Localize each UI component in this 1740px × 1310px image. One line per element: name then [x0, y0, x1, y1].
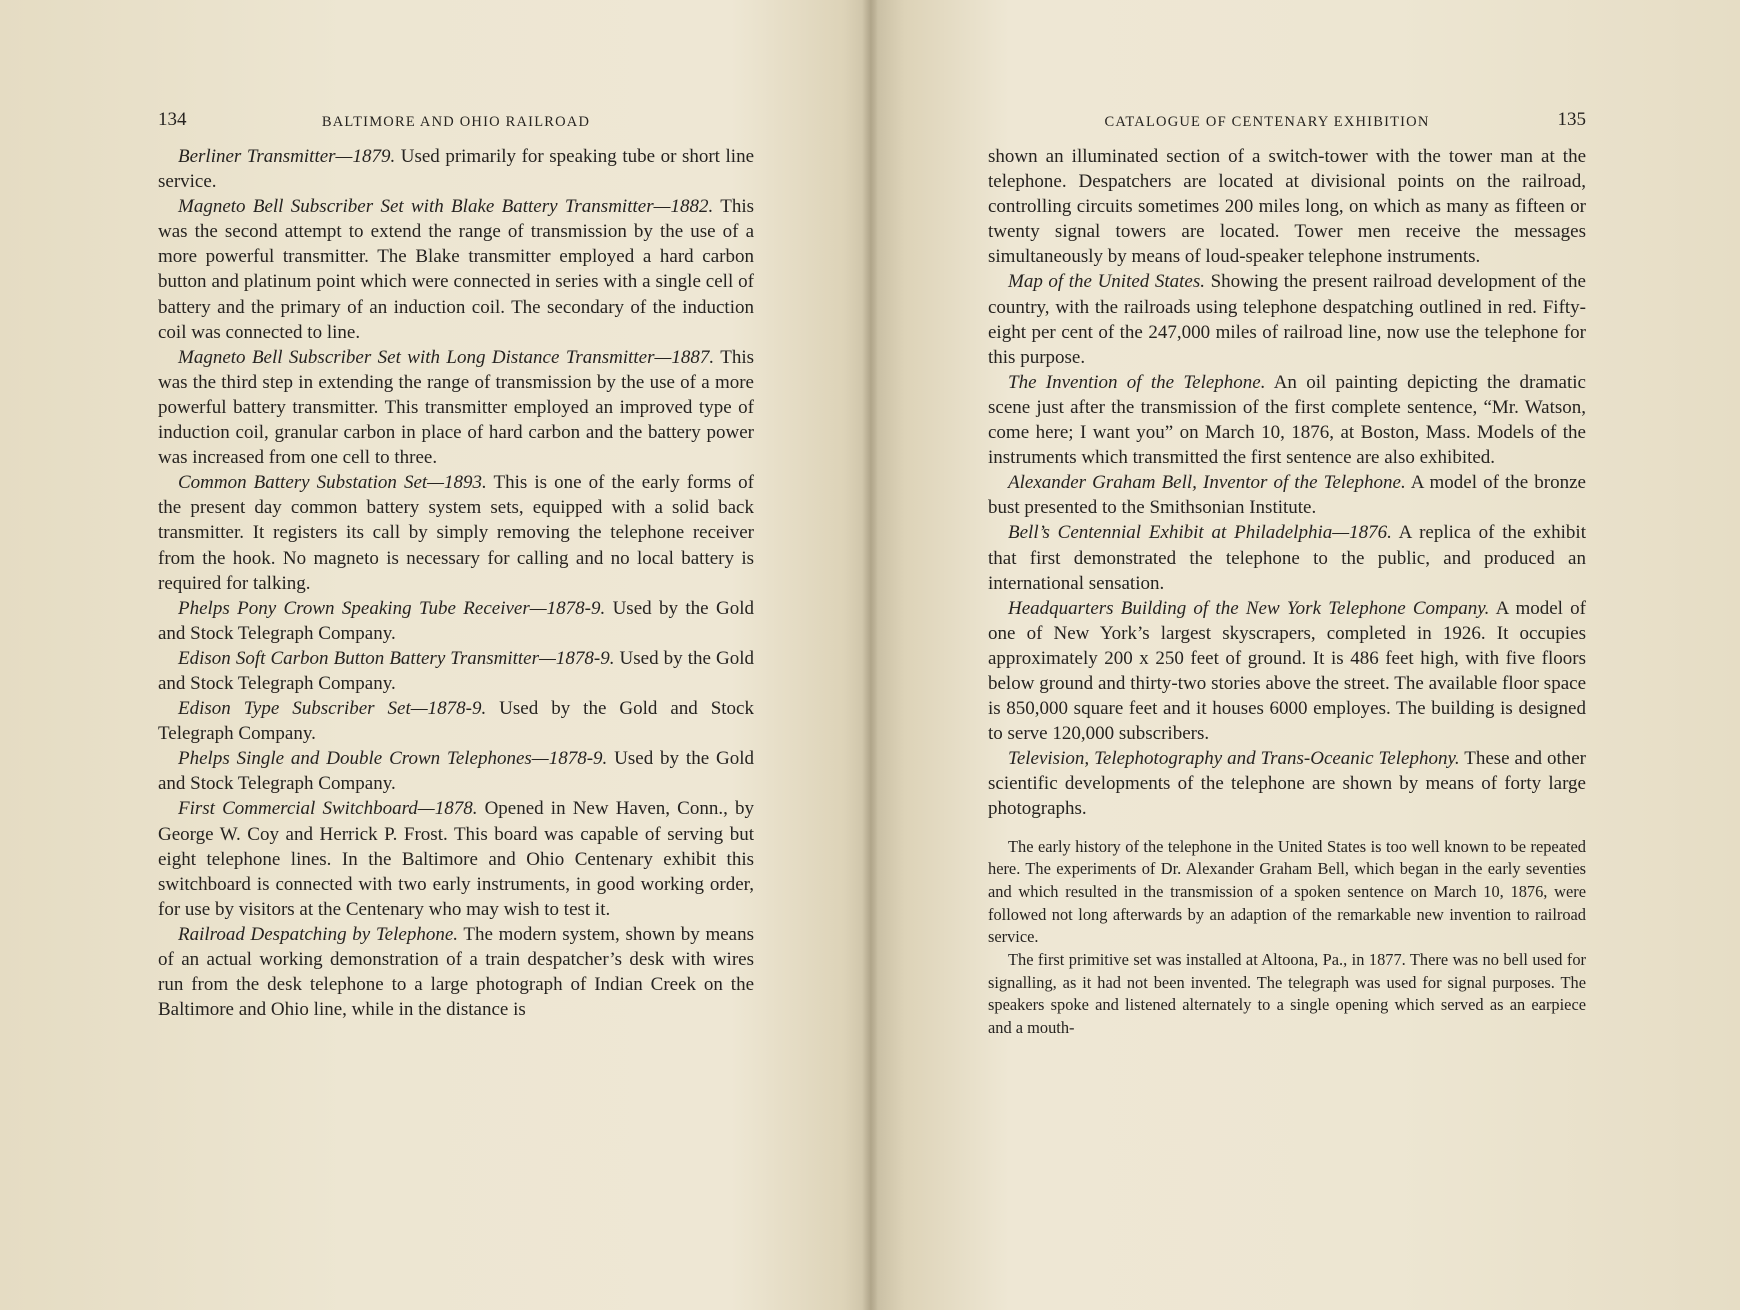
entry-text: Opened in New Haven, Conn., by George W. Coy and Herrick P. Frost. This board was capable of serving but eight telephone lines. In the Baltimore and Ohio Centenary exhibit this switchboard is connected with two early instruments, in good working order, for use by visitors at the Centenary who may wish to test it. — [158, 798, 754, 920]
entry-title: Edison Type Subscriber Set—1878-9. — [178, 698, 487, 720]
paragraph — [158, 596, 754, 646]
entry-text: Used by the Gold and Stock Telegraph Company. — [158, 748, 755, 795]
left-page-number: 134 — [158, 109, 187, 130]
entry-text: A replica of the exhibit that first demonstrated the telephone to the public, and produced an international sensation. — [988, 522, 1586, 594]
entry-text: These and other scientific developments of the telephone are shown by means of forty large photographs. — [988, 748, 1586, 820]
paragraph — [988, 746, 1586, 821]
entry-title: Railroad Despatching by Telephone. — [178, 923, 459, 945]
entry-title: The Invention of the Telephone. — [1008, 371, 1266, 393]
entry-title: Bell’s Centennial Exhibit at Philadelphia—1876. — [1008, 522, 1392, 544]
right-page-number: 135 — [1557, 109, 1586, 130]
paragraph — [158, 746, 754, 796]
entry-text: A model of one of New York’s largest skyscrapers, completed in 1926. It occupies approximately 200 x 250 feet of ground. It is 486 feet high, with five floors below ground and thirty-two stories above the street. The available floor space is 850,000 square feet and it houses 6000 employes. The building is designed to serve 120,000 subscribers. — [988, 597, 1586, 745]
book-gutter — [862, 0, 878, 1310]
left-running-head — [158, 109, 754, 144]
paragraph — [988, 269, 1586, 369]
entry-text: Used primarily for speaking tube or short line service. — [158, 146, 754, 193]
left-page — [158, 109, 755, 1022]
small-paragraph: The early history of the telephone in the United States is too well known to be repeated here. The experiments of Dr. Alexander Graham Bell, which began in the early seventies and which resulted in the transmission of a spoken sentence on March 10, 1876, were followed not long afterwards by an adaption of the remarkable new invention to railroad service. — [988, 836, 1586, 947]
right-running-title: CATALOGUE OF CENTENARY EXHIBITION — [1104, 114, 1430, 130]
entry-title: Magneto Bell Subscriber Set with Blake Battery Transmitter—1882. — [178, 196, 714, 218]
entry-title: Map of the United States. — [1008, 271, 1205, 293]
history-section — [988, 836, 1586, 1040]
left-running-title: BALTIMORE AND OHIO RAILROAD — [321, 114, 591, 130]
entry-text: This was the third step in extending the range of transmission by the use of a more powerful battery transmitter. This transmitter employed an improved type of induction coil, granular carbon in place of hard carbon and the battery power was increased from one cell to three. — [158, 346, 754, 469]
paragraph — [158, 194, 754, 345]
entry-title: Berliner Transmitter—1879. — [178, 146, 396, 167]
paragraph — [158, 796, 754, 921]
entry-title: Magneto Bell Subscriber Set with Long Distance Transmitter—1887. — [178, 346, 715, 368]
entry-text: This was the second attempt to extend the range of transmission by the use of a more powerful transmitter. The Blake transmitter employed a hard carbon button and platinum point which were connected in series with a single cell of battery and the primary of an induction coil. The secondary of the induction coil was connected to line. — [158, 196, 754, 343]
paragraph — [988, 520, 1586, 595]
paragraph — [158, 922, 754, 1022]
entry-title: Edison Soft Carbon Button Battery Transmitter—1878-9. — [178, 647, 615, 669]
entry-title: Phelps Pony Crown Speaking Tube Receiver—1878-9. — [178, 597, 606, 619]
small-paragraph: The first primitive set was installed at Altoona, Pa., in 1877. There was no bell used for signalling, as it had not been invented. The telegraph was used for signal purposes. The speakers spoke and listened alternately to a single opening which served as an earpiece and a mouth- — [988, 950, 1586, 1038]
paragraph — [158, 470, 754, 595]
entry-title: First Commercial Switchboard—1878. — [178, 798, 478, 820]
right-running-head — [988, 109, 1586, 144]
entry-text: An oil painting depicting the dramatic scene just after the transmission of the first complete sentence, “Mr. Watson, come here; I want you” on March 10, 1876, at Boston, Mass. Models of the instruments which transmitted the first sentence are also exhibited. — [988, 371, 1586, 469]
entry-text: Used by the Gold and Stock Telegraph Company. — [158, 698, 754, 745]
entry-text: This is one of the early forms of the present day common battery system sets, equipped with a solid back transmitter. It registers its call by simply removing the telephone receiver from the hook. No magneto is necessary for calling and no local battery is required for talking. — [158, 472, 754, 594]
entry-text: Showing the present railroad development of the country, with the railroads using telephone despatching outlined in red. Fifty-eight per cent of the 247,000 miles of railroad line, now use the telephone for this purpose. — [988, 271, 1586, 368]
paragraph — [988, 470, 1586, 520]
entry-text: Used by the Gold and Stock Telegraph Company. — [158, 647, 755, 694]
paragraph — [158, 144, 754, 194]
paragraph — [988, 370, 1586, 470]
entry-text: Used by the Gold and Stock Telegraph Company. — [158, 597, 754, 644]
left-body — [158, 144, 754, 1022]
entry-title: Television, Telephotography and Trans-Oceanic Telephony. — [1008, 748, 1460, 770]
paragraph — [988, 596, 1586, 747]
right-body — [988, 144, 1586, 822]
entry-title: Alexander Graham Bell, Inventor of the Telephone. — [1008, 472, 1406, 494]
entry-text: A model of the bronze bust presented to the Smithsonian Institute. — [988, 472, 1586, 519]
entry-title: Phelps Single and Double Crown Telephones—1878-9. — [178, 748, 608, 770]
right-page — [988, 109, 1586, 1040]
paragraph — [158, 646, 754, 696]
entry-title: Common Battery Substation Set—1893. — [178, 472, 487, 494]
entry-text: The modern system, shown by means of an actual working demonstration of a train despatcher’s desk with wires run from the desk telephone to a large photograph of Indian Creek on the Baltimore and Ohio line, while in the distance is — [158, 923, 754, 1021]
paragraph — [158, 345, 754, 470]
continued-paragraph: shown an illuminated section of a switch-tower with the tower man at the telephone. Despatchers are located at divisional points on the railroad, controlling circuits sometimes 200 miles long, on which as many as fifteen or twenty signal towers are located. Tower men receive the messages simultaneously by means of loud-speaker telephone instruments. — [988, 146, 1586, 268]
paragraph — [158, 696, 754, 746]
entry-title: Headquarters Building of the New York Telephone Company. — [1008, 597, 1490, 619]
